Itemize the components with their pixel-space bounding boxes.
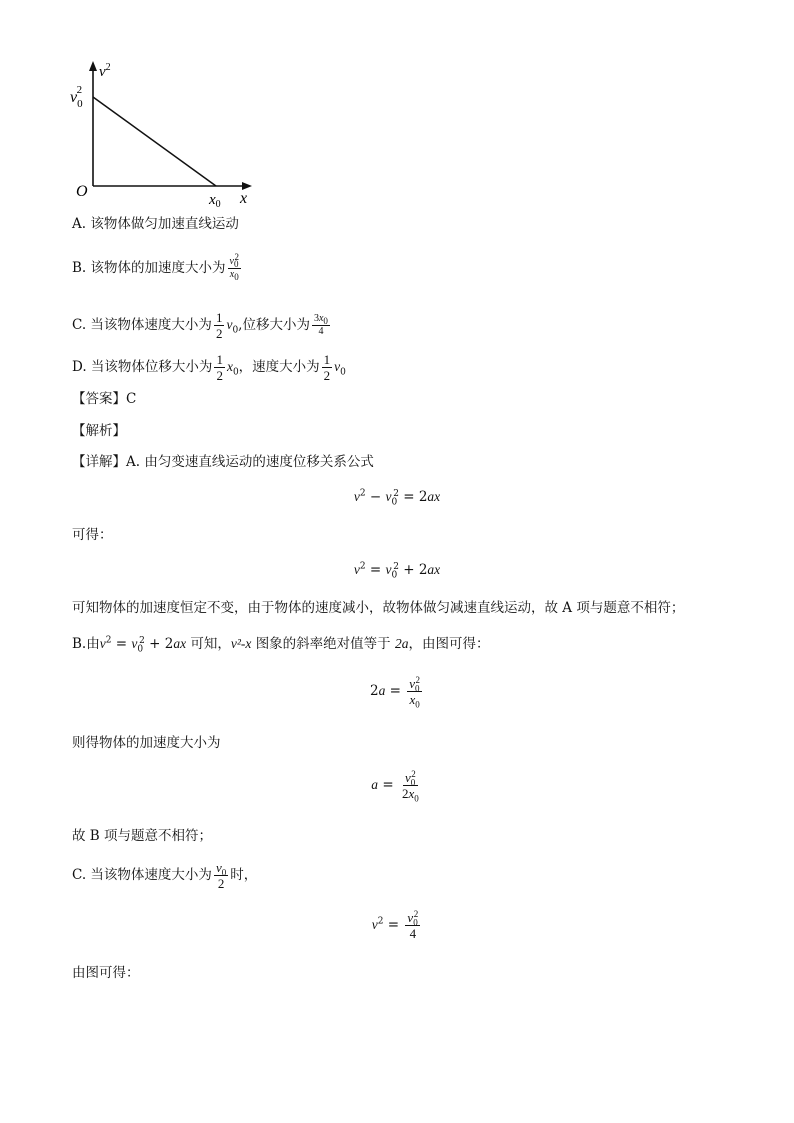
b-line-graph-name: v²-x [230,636,252,651]
y-axis-label: $v^2$ [99,62,111,80]
option-b-text: B. 该物体的加速度大小为 [72,260,226,276]
equation-5: $v^2$ = $\frac{v_0^2}{4}$ [371,908,419,941]
b-line-suffix: 图象的斜率绝对值等于 [255,636,391,652]
option-d-half-x: $\frac{1}{2}$ [216,352,223,383]
option-b [72,251,243,282]
option-d: D. 当该物体位移大小为 $\frac{1}{2}$ $x_0$，速度大小为 $\frac{1}{2}$ $v_0$ [72,352,346,383]
x-axis-label: x [240,190,248,207]
you-tu-ke-de: 由图可得： [72,965,140,981]
text-ke-de: 可得： [72,527,113,543]
answer: 【答案】C [72,391,137,407]
option-a: A. 该物体做匀加速直线运动 [72,216,239,232]
y-axis-arrow [89,61,97,71]
b-line-end: ，由图可得： [408,636,490,652]
analysis-header: 【解析】 [72,423,126,439]
detail-a: 【详解】A. 由匀变速直线运动的速度位移关系公式 [72,454,374,470]
equation-3: 2a = $\frac{v_0^2}{x_0}$ [369,674,421,710]
c-line: C. 当该物体速度大小为 $\frac{v_0}{2}$ 时， [72,860,258,891]
x-axis-arrow [242,182,252,190]
c-line-prefix: C. 当该物体速度大小为 [72,867,212,883]
b-line-mid: 可知， [190,636,231,652]
x-intercept-label: $x_0$ [209,192,221,208]
option-d-mid: ，速度大小为 [238,359,320,375]
b-line-prefix: B.由 [72,636,100,652]
equation-4: a = $\frac{v_0^2}{2x_0}$ [371,768,419,804]
option-c: C. 当该物体速度大小为 $\frac{1}{2}$ $v_0$,位移大小为 $\frac{3x_0}{4}$ [72,310,328,341]
b-line-2a: 2a [394,636,409,651]
equation-2: $v^2 = v_0^2 + 2ax$ [353,561,441,581]
conclusion-b: 故 B 项与题意不相符； [72,828,213,844]
equation-1: $v^2 - v_0^2 = 2ax$ [353,488,441,508]
option-d-text: D. 当该物体位移大小为 [72,359,213,375]
option-c-mid: ,位移大小为 [238,317,310,333]
option-d-half-v: $\frac{1}{2}$ [323,352,331,383]
graph-line [93,97,216,186]
ze-de: 则得物体的加速度大小为 [72,735,221,751]
option-b-fraction: $\frac{v_0^2}{x_0}$ [229,251,239,282]
y-intercept-label: $v_02$ [70,84,83,110]
conclusion-a: 可知物体的加速度恒定不变，由于物体的速度减小，故物体做匀减速直线运动，故 A 项与题意不相符； [72,600,685,616]
option-c-half: $\frac{1}{2}$ [215,310,223,341]
option-c-fraction: $\frac{3x_0}{4}$ [313,313,328,337]
b-line: B.由$v^2 = v_0^2 + 2ax$ 可知，v²-x 图象的斜率绝对值等于 2a，由图可得： [72,635,490,655]
v2-x-graph [66,58,256,208]
option-c-text: C. 当该物体速度大小为 [72,317,212,333]
origin-label: O [76,183,88,200]
c-line-suffix: 时， [230,867,258,883]
